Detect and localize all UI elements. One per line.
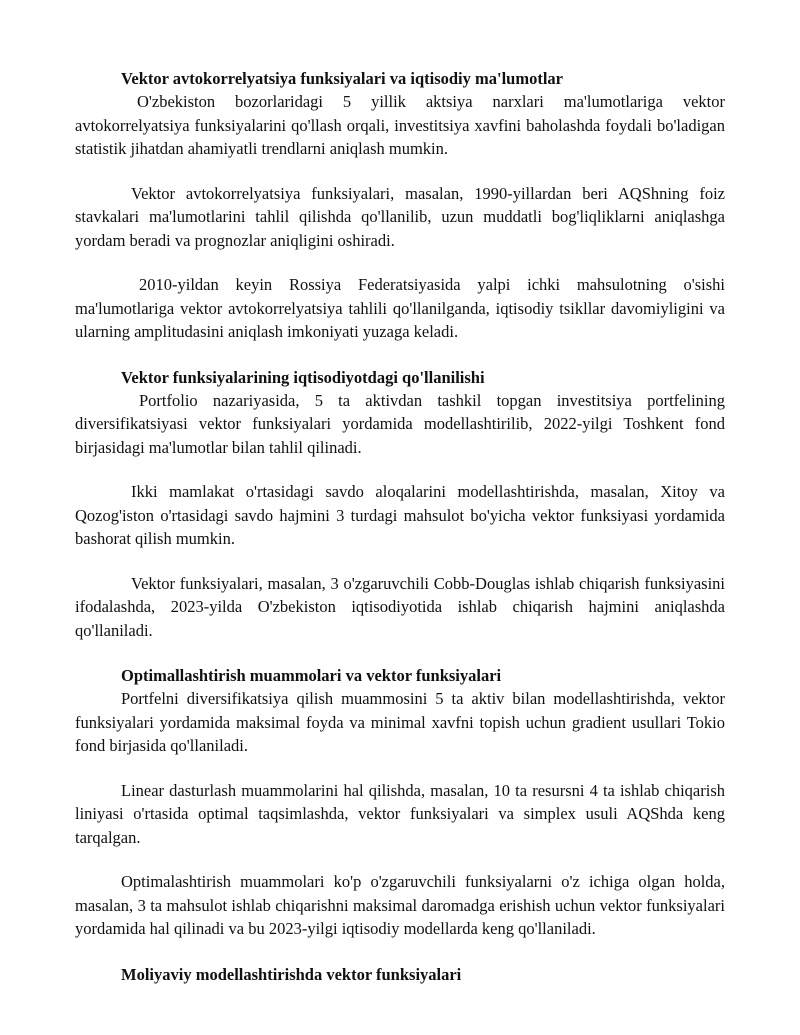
paragraph-spacer xyxy=(75,551,725,572)
paragraph: Vektor avtokorrelyatsiya funksiyalari, masalan, 1990-yillardan beri AQShning foiz stavkalari ma'lumotlarini tahlil qilishda qo'llanilib, uzun muddatli bog'liqliklarni aniqlashga yordam beradi va prognozlar aniqligini oshiradi. xyxy=(75,183,725,250)
section-spacer xyxy=(75,642,725,664)
section-heading: Vektor avtokorrelyatsiya funksiyalari va iqtisodiy ma'lumotlar xyxy=(121,69,564,88)
section-spacer xyxy=(75,344,725,366)
section-spacer xyxy=(75,941,725,963)
paragraph: 2010-yildan keyin Rossiya Federatsiyasida yalpi ichki mahsulotning o'sishi ma'lumotlariga vektor avtokorrelyatsiya tahlili qo'llanilganda, iqtisodiy tsikllar davomiyligini va ularning amplitudasini aniqlash imkoniyati yuzaga keladi. xyxy=(75,275,725,341)
paragraph-spacer xyxy=(75,161,725,182)
paragraph: Portfolio nazariyasida, 5 ta aktivdan tashkil topgan investitsiya portfelining diversifikatsiyasi vektor funksiyalari yordamida modellashtirilib, 2022-yilgi Toshkent fond birjasidagi ma'lumotlar bilan tahlil qilinadi. xyxy=(75,390,725,457)
paragraph: Vektor funksiyalari, masalan, 3 o'zgaruvchili Cobb-Douglas ishlab chiqarish funksiyasini ifodalashda, 2023-yilda O'zbekiston iqtisodiyotida ishlab chiqarish hajmini aniqlashda qo'llaniladi. xyxy=(75,573,725,640)
paragraph-spacer xyxy=(75,459,725,480)
section-heading: Optimallashtirish muammolari va vektor funksiyalari xyxy=(121,666,502,685)
paragraph: Ikki mamlakat o'rtasidagi savdo aloqalarini modellashtirishda, masalan, Xitoy va Qozog'iston o'rtasidagi savdo hajmini 3 turdagi mahsulot bo'yicha vektor funksiyasi yordamida bashorat qilish mumkin. xyxy=(75,482,725,548)
paragraph: Portfelni diversifikatsiya qilish muammosini 5 ta aktiv bilan modellashtirishda, vektor funksiyalari yordamida maksimal foyda va minimal xavfni topish uchun gradient usullari Tokio fond birjasida qo'llaniladi. xyxy=(75,689,725,755)
paragraph-spacer xyxy=(75,849,725,870)
document-page xyxy=(75,67,725,986)
paragraph-spacer xyxy=(75,252,725,273)
paragraph: Optimalashtirish muammolari ko'p o'zgaruvchili funksiyalarni o'z ichiga olgan holda, masalan, 3 ta mahsulot ishlab chiqarishni maksimal daromadga erishish uchun vektor funksiyalari yordamida hal qilinadi va bu 2023-yilgi iqtisodiy modellarda keng qo'llaniladi. xyxy=(75,872,725,938)
section-heading: Moliyaviy modellashtirishda vektor funksiyalari xyxy=(121,964,462,984)
paragraph: O'zbekiston bozorlaridagi 5 yillik aktsiya narxlari ma'lumotlariga vektor avtokorrelyatsiya funksiyalarini qo'llash orqali, investitsiya xavfini baholashda foydali bo'ladigan statistik jihatdan ahamiyatli trendlarni aniqlash mumkin. xyxy=(75,92,725,158)
section-heading: Vektor funksiyalarining iqtisodiyotdagi qo'llanilishi xyxy=(121,367,485,387)
paragraph: Linear dasturlash muammolarini hal qilishda, masalan, 10 ta resursni 4 ta ishlab chiqarish liniyasi o'rtasida optimal taqsimlashda, vektor funksiyalari va simplex usuli AQShda keng tarqalgan. xyxy=(75,780,725,847)
paragraph-spacer xyxy=(75,758,725,779)
